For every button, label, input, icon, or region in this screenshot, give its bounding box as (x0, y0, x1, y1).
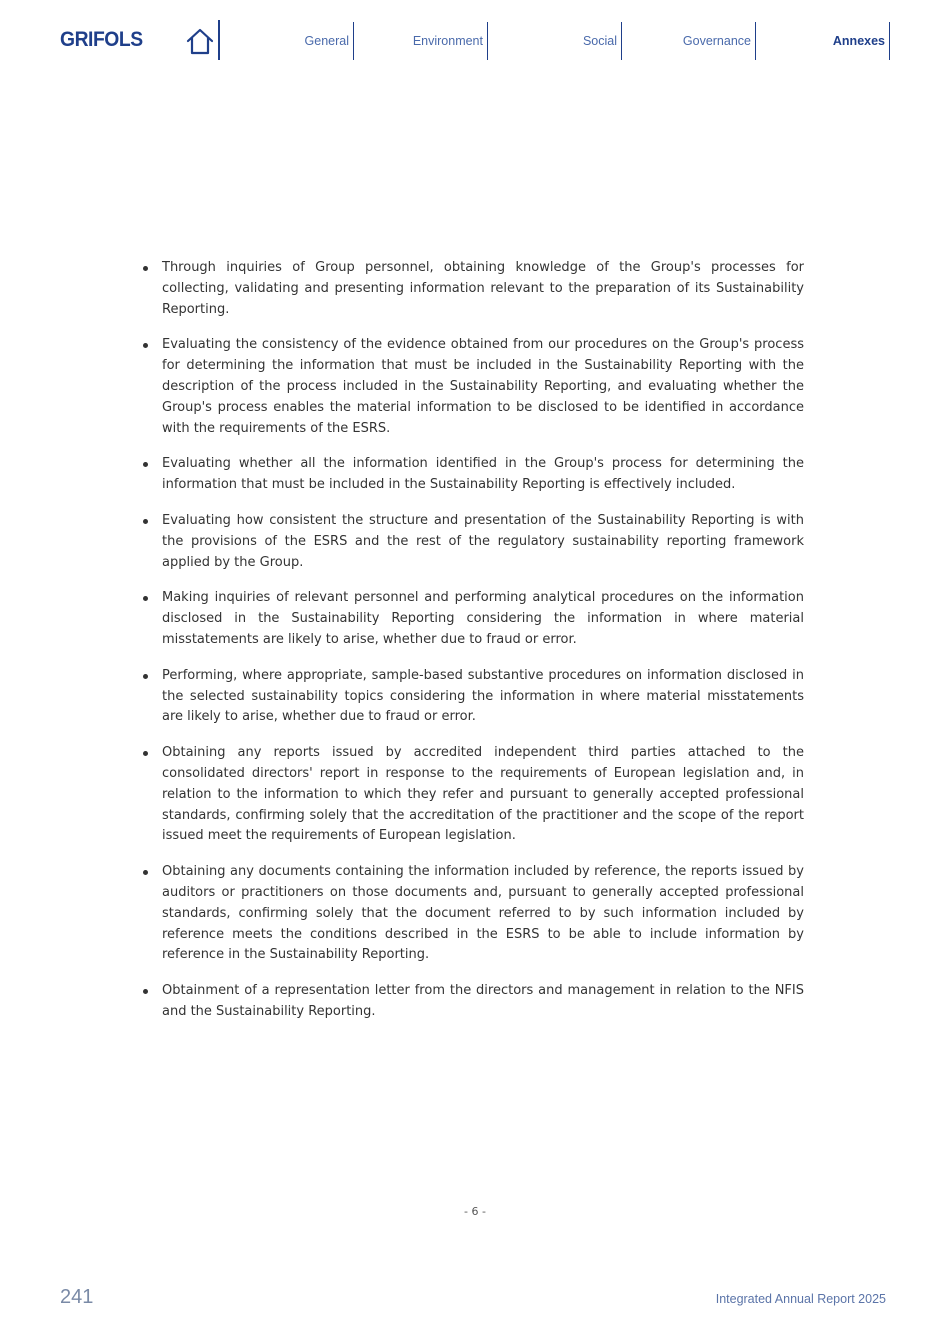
page-number: 241 (60, 1286, 94, 1308)
list-item-text: Making inquiries of relevant personnel and performing analytical procedures on the information disclosed in the Sustainability Reporting considering the information in where material misstatements are likely to arise, whether due to fraud or error. (162, 590, 804, 647)
bullet-icon (143, 989, 148, 994)
list-item-text: Evaluating how consistent the structure and presentation of the Sustainability Reporting is with the provisions of the ESRS and the rest of the regulatory sustainability reporting framework applied by the Group. (162, 512, 804, 570)
bullet-icon (143, 596, 148, 601)
list-item (140, 588, 804, 650)
list-item (140, 258, 804, 320)
home-icon[interactable] (184, 26, 216, 58)
list-item-text: Obtainment of a representation letter from the directors and management in relation to the NFIS and the Sustainability Reporting. (162, 983, 804, 1019)
list-item-text: Through inquiries of Group personnel, obtaining knowledge of the Group's processes for collecting, validating and presenting information relevant to the preparation of its Sustainability Reporting. (162, 260, 804, 317)
procedures-list (140, 258, 804, 1023)
bullet-icon (143, 674, 148, 679)
bullet-icon (143, 870, 148, 875)
tab-general[interactable]: General (258, 22, 354, 60)
page-header (0, 0, 950, 90)
list-item (140, 335, 804, 439)
list-item-text: Obtaining any documents containing the information included by reference, the reports issued by auditors or practitioners on those documents and, pursuant to generally accepted professional standards, confirming solely that the document referred to by such information included by reference meets the conditions described in the ESRS to be able to include information by reference in the Sustainability Reporting. (162, 864, 804, 963)
inner-page-number: - 6 - (464, 1205, 486, 1218)
list-item (140, 511, 804, 573)
list-item-text: Evaluating whether all the information identified in the Group's process for determining the information that must be included in the Sustainability Reporting is effectively included. (162, 456, 804, 493)
tab-environment[interactable]: Environment (392, 22, 488, 60)
list-item (140, 862, 804, 966)
tab-social[interactable]: Social (526, 22, 622, 60)
bullet-icon (143, 343, 148, 348)
list-item (140, 454, 804, 496)
list-item-text: Obtaining any reports issued by accredited independent third parties attached to the consolidated directors' report in response to the requirements of European legislation and, in relation to the information to which they refer and pursuant to generally accepted professional standards, confirming solely that the accreditation of the practitioner and the scope of the report issued meet the requirements of European legislation. (162, 745, 804, 844)
bullet-icon (143, 751, 148, 756)
list-item (140, 666, 804, 728)
report-body (140, 258, 804, 1038)
list-item (140, 743, 804, 847)
report-title: Integrated Annual Report 2025 (715, 1292, 886, 1306)
nav-divider (218, 20, 220, 60)
bullet-icon (143, 266, 148, 271)
bullet-icon (143, 519, 148, 524)
list-item-text: Performing, where appropriate, sample-based substantive procedures on information disclosed in the selected sustainability topics considering the information in where material misstatements are likely to arise, whether due to fraud or error. (162, 667, 804, 725)
list-item-text: Evaluating the consistency of the evidence obtained from our procedures on the Group's process for determining the information that must be included in the Sustainability Reporting with the description of the process included in the Sustainability Reporting, and evaluating whether the Group's process enables the material information to be disclosed to be identified in accordance with the requirements of the ESRS. (162, 337, 804, 436)
list-item (140, 981, 804, 1023)
tab-governance[interactable]: Governance (660, 22, 756, 60)
bullet-icon (143, 462, 148, 467)
grifols-logo[interactable]: GRIFOLS (60, 28, 143, 51)
tab-annexes[interactable]: Annexes (794, 22, 890, 60)
